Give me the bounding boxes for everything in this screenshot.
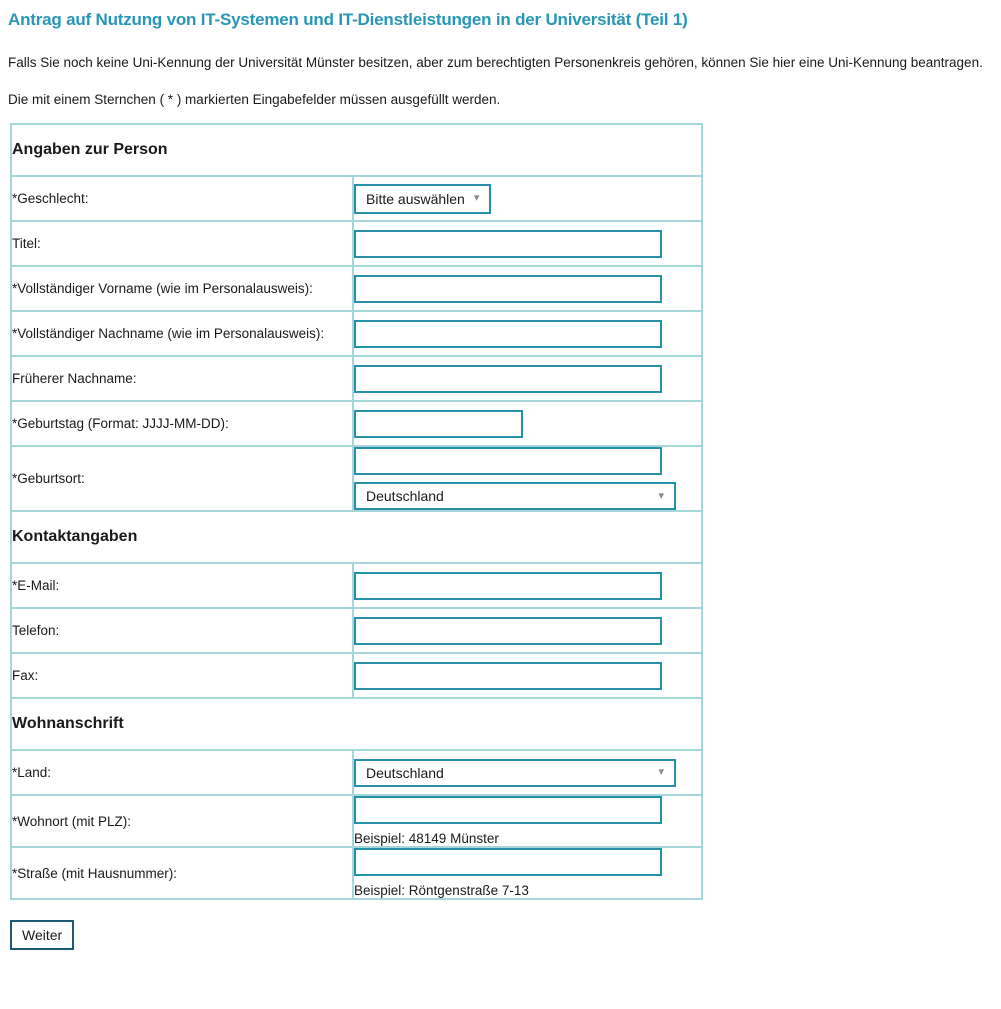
- select-value: Deutschland: [366, 764, 444, 781]
- form-row-titel: [11, 221, 702, 266]
- form-row-land: [11, 750, 702, 795]
- frueherer-nachname-input[interactable]: [354, 365, 662, 393]
- fax-input[interactable]: [354, 662, 662, 690]
- strasse-input[interactable]: [354, 848, 662, 876]
- wohnort-input[interactable]: [354, 796, 662, 824]
- field-label-frueherer-nachname: Früherer Nachname:: [12, 371, 137, 386]
- strasse-example-hint: Beispiel: Röntgenstraße 7-13: [354, 883, 529, 898]
- page-title: Antrag auf Nutzung von IT-Systemen und IT-Dienstleistungen in der Universität (Teil 1): [8, 10, 688, 29]
- telefon-input[interactable]: [354, 617, 662, 645]
- intro-paragraph: Falls Sie noch keine Uni-Kennung der Universität Münster besitzen, aber zum berechtigten Personenkreis gehören, können Sie hier eine Uni-Kennung beantragen.: [8, 55, 983, 70]
- form-row-nachname: [11, 311, 702, 356]
- chevron-down-icon: ▾: [658, 766, 664, 778]
- chevron-down-icon: ▾: [473, 192, 480, 204]
- form-row-geburtstag: [11, 401, 702, 446]
- field-label-strasse: *Straße (mit Hausnummer):: [12, 865, 178, 881]
- field-label-geburtsort: *Geburtsort:: [12, 471, 85, 486]
- chevron-down-icon: ▾: [658, 489, 664, 502]
- geburtstag-input[interactable]: [354, 410, 523, 438]
- section-header-row: [11, 698, 702, 750]
- select-value: Deutschland: [366, 488, 444, 504]
- nachname-input[interactable]: [354, 320, 662, 348]
- field-label-telefon: Telefon:: [12, 623, 60, 638]
- field-label-nachname: *Vollständiger Nachname (wie im Personalausweis):: [12, 326, 325, 341]
- required-fields-note: Die mit einem Sternchen ( * ) markierten Eingabefelder müssen ausgefüllt werden.: [8, 92, 501, 107]
- field-label-fax: Fax:: [12, 668, 39, 683]
- titel-input[interactable]: [354, 230, 662, 258]
- field-label-geburtstag: *Geburtstag (Format: JJJJ-MM-DD):: [12, 416, 229, 431]
- field-label-wohnort: *Wohnort (mit PLZ):: [12, 813, 132, 829]
- form-row-geburtsort: [11, 446, 702, 511]
- form-row-email: [11, 563, 702, 608]
- form-row-frueherer-nachname: [11, 356, 702, 401]
- form-row-geschlecht: [11, 176, 702, 221]
- wohnort-example-hint: Beispiel: 48149 Münster: [354, 831, 499, 846]
- field-label-vorname: *Vollständiger Vorname (wie im Personalausweis):: [12, 281, 313, 296]
- geburtsland-select[interactable]: [354, 482, 676, 510]
- weiter-button[interactable]: Weiter: [10, 920, 74, 950]
- form-row-vorname: [11, 266, 702, 311]
- geburtsort-input[interactable]: [354, 447, 662, 475]
- section-title-person: Angaben zur Person: [11, 124, 702, 176]
- section-header-row: [11, 511, 702, 563]
- section-header-row: [11, 124, 702, 176]
- section-title-wohnanschrift: Wohnanschrift: [11, 698, 702, 750]
- form-row-fax: [11, 653, 702, 698]
- land-select[interactable]: [354, 759, 676, 787]
- form-row-strasse: [11, 847, 702, 899]
- field-label-titel: Titel:: [12, 236, 41, 251]
- form-row-wohnort: [11, 795, 702, 847]
- application-form-table: [10, 123, 703, 900]
- section-title-kontakt: Kontaktangaben: [11, 511, 702, 563]
- vorname-input[interactable]: [354, 275, 662, 303]
- select-value: Bitte auswählen: [366, 190, 465, 207]
- geschlecht-select[interactable]: [354, 184, 491, 214]
- field-label-email: *E-Mail:: [12, 578, 60, 593]
- form-row-telefon: [11, 608, 702, 653]
- field-label-land: *Land:: [12, 765, 52, 780]
- email-input[interactable]: [354, 572, 662, 600]
- field-label-geschlecht: *Geschlecht:: [12, 191, 89, 206]
